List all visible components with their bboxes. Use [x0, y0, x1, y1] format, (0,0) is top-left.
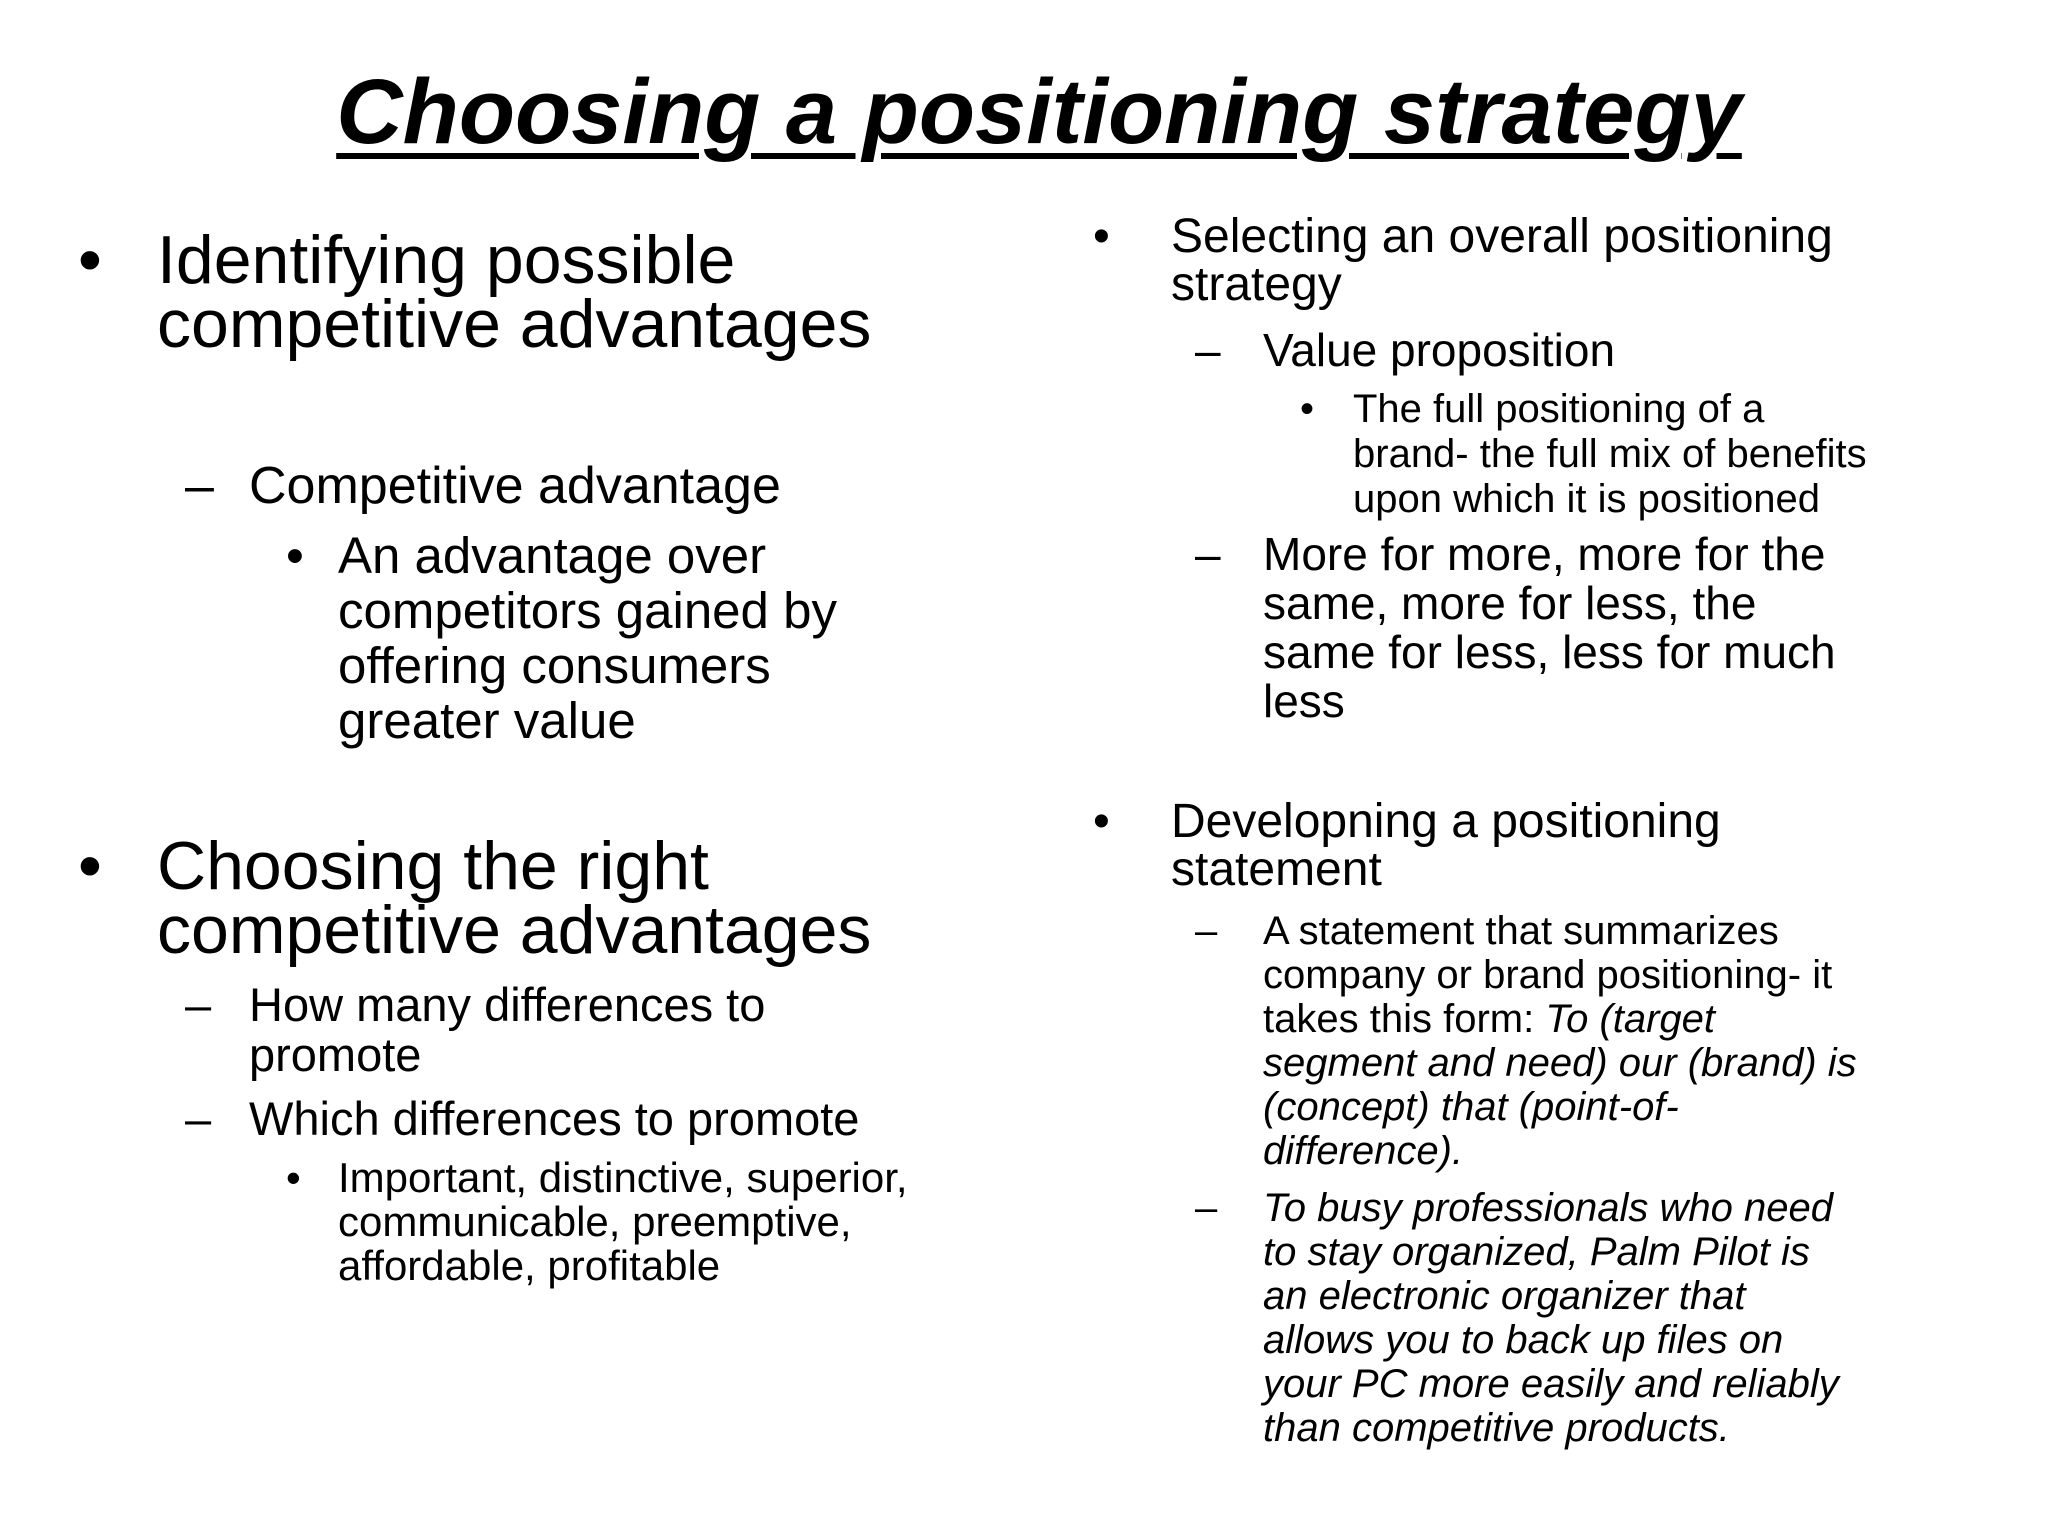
dash-marker: –	[1195, 528, 1221, 580]
dash-competitive-advantage	[185, 458, 781, 514]
subbullet-text-line: competitors gained by	[338, 582, 837, 639]
dash-text-line: company or brand positioning- it	[1263, 953, 1833, 997]
dash-text-line: difference).	[1263, 1129, 1464, 1173]
dash-text-line: promote	[249, 1028, 422, 1081]
subbullet-text-line: An advantage over	[338, 527, 767, 584]
bullet-marker: •	[1093, 795, 1110, 848]
statement-plain-text: takes this form:	[1263, 997, 1546, 1041]
bullet-text-line: Developning a positioning	[1171, 795, 1721, 848]
bullet-marker: •	[286, 527, 304, 584]
dash-text: Which differences to promote	[249, 1092, 860, 1145]
subbullet-text-line: affordable, profitable	[338, 1242, 721, 1289]
subbullet-text-line: greater value	[338, 692, 636, 749]
dash-text-line: same for less, less for much	[1263, 626, 1836, 678]
dash-marker: –	[1195, 909, 1218, 953]
dash-marker: –	[185, 1092, 212, 1145]
bullet-marker: •	[1093, 210, 1110, 263]
dash-marker: –	[185, 457, 214, 515]
dash-which-differences	[185, 1094, 859, 1144]
dash-marker: –	[1195, 1186, 1218, 1230]
bullet-marker: •	[286, 1154, 301, 1201]
subbullet-value-proposition-definition	[1300, 387, 1867, 522]
dash-text-line: segment and need) our (brand) is	[1263, 1041, 1857, 1085]
bullet-text-line: Selecting an overall positioning	[1171, 210, 1833, 263]
dash-text-line: (concept) that (point-of-	[1263, 1085, 1679, 1129]
dash-text: Value proposition	[1263, 324, 1616, 376]
bullet-selecting-strategy	[1093, 210, 1833, 311]
bullet-text-line: Choosing the right	[157, 828, 709, 904]
dash-value-proposition	[1195, 325, 1615, 375]
dash-text-line: More for more, more for the	[1263, 528, 1826, 580]
subbullet-text-line: upon which it is positioned	[1353, 477, 1820, 521]
bullet-text-line: Identifying possible	[157, 222, 736, 298]
dash-marker: –	[185, 978, 212, 1031]
bullet-text-line: statement	[1171, 843, 1382, 896]
bullet-marker: •	[1300, 387, 1315, 431]
bullet-text-line: strategy	[1171, 258, 1342, 311]
dash-text-line	[1263, 997, 1857, 1041]
dash-text-line: How many differences to	[249, 978, 766, 1031]
dash-text-line: allows you to back up files on	[1263, 1318, 1784, 1362]
subbullet-text-line: Important, distinctive, superior,	[338, 1154, 908, 1201]
dash-text-line: A statement that summarizes	[1263, 909, 1779, 953]
bullet-text-line: competitive advantages	[157, 286, 872, 362]
dash-text-line: same, more for less, the	[1263, 577, 1757, 629]
dash-more-for-options	[1195, 530, 1836, 726]
bullet-identifying-advantages	[78, 222, 872, 362]
bullet-marker: •	[78, 222, 102, 298]
dash-text: Competitive advantage	[249, 457, 781, 515]
dash-text-line: an electronic organizer that	[1263, 1274, 1746, 1318]
subbullet-difference-criteria	[286, 1156, 908, 1288]
dash-text-line: To busy professionals who need	[1263, 1186, 1833, 1230]
subbullet-text-line: communicable, preemptive,	[338, 1198, 852, 1245]
bullet-marker: •	[78, 828, 102, 904]
bullet-developing-statement	[1093, 795, 1721, 896]
statement-italic-text: To (target	[1545, 997, 1716, 1041]
dash-text-line: than competitive products.	[1263, 1406, 1730, 1450]
dash-marker: –	[1195, 324, 1221, 376]
subbullet-text-line: brand- the full mix of benefits	[1353, 432, 1867, 476]
subbullet-text-line: offering consumers	[338, 637, 771, 694]
bullet-choosing-right-advantages	[78, 828, 872, 968]
subbullet-competitive-advantage-definition	[286, 528, 837, 748]
dash-text-line: to stay organized, Palm Pilot is	[1263, 1230, 1810, 1274]
slide-title: Choosing a positioning strategy	[336, 61, 1742, 163]
dash-palm-pilot-example	[1195, 1186, 1839, 1450]
bullet-text-line: competitive advantages	[157, 892, 872, 968]
dash-text-line: your PC more easily and reliably	[1263, 1362, 1839, 1406]
dash-statement-definition	[1195, 909, 1857, 1173]
dash-text-line: less	[1263, 675, 1345, 727]
dash-how-many-differences	[185, 980, 765, 1080]
subbullet-text-line: The full positioning of a	[1353, 387, 1765, 431]
